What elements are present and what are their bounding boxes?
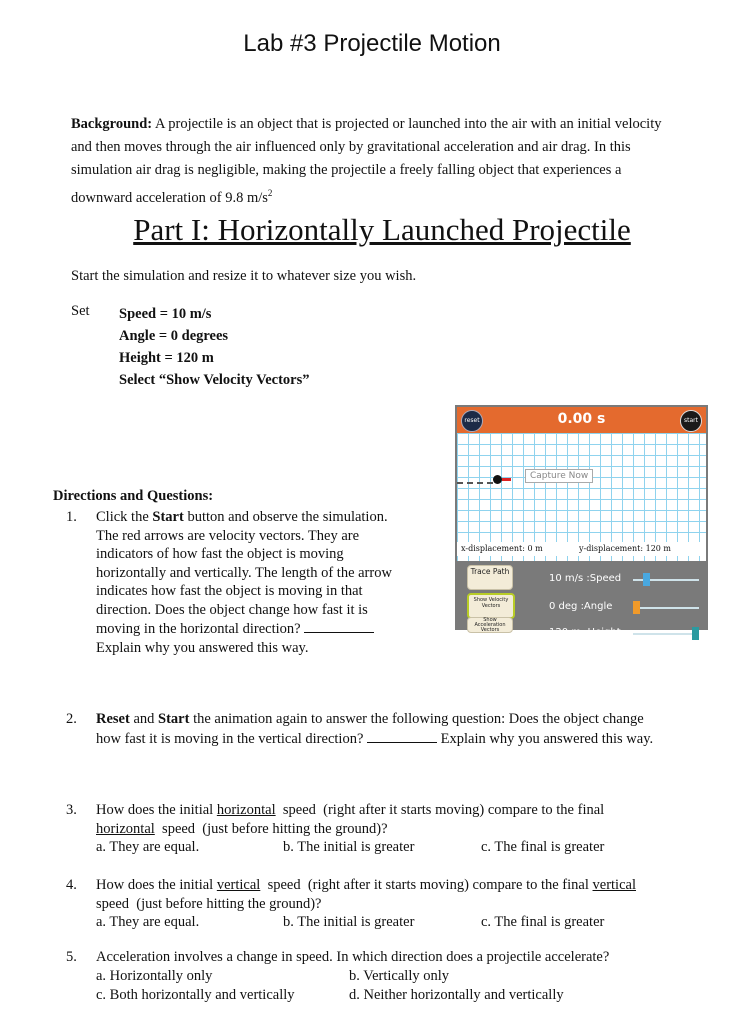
show-acceleration-button[interactable]: Show Acceleration Vectors xyxy=(467,617,513,633)
q1-line1-post: button and observe the simulation. xyxy=(183,509,388,525)
background-superscript: 2 xyxy=(267,188,273,198)
choice-c[interactable]: c. Both horizontally and vertically xyxy=(96,986,295,1003)
choice-c[interactable]: c. The final is greater xyxy=(481,914,605,930)
speed-readout: 10 m/s :Speed xyxy=(549,573,622,584)
question-number: 3. xyxy=(66,802,77,818)
question-number: 4. xyxy=(66,877,77,893)
show-velocity-button[interactable]: Show Velocity Vectors xyxy=(467,593,515,619)
page-title: Lab #3 Projectile Motion xyxy=(243,30,501,57)
q3-pre: How does the initial xyxy=(96,802,217,818)
set-item-height: Height = 120 m xyxy=(119,350,214,366)
q1-line2: The red arrows are velocity vectors. They are xyxy=(96,527,360,544)
q2-reset-bold: Reset xyxy=(96,711,130,727)
answer-blank[interactable] xyxy=(304,619,374,633)
start-button[interactable]: start xyxy=(680,410,702,432)
q3-underlined-2: horizontal xyxy=(96,820,155,837)
q2-line2-post: Explain why you answered this way. xyxy=(437,730,654,747)
choice-d[interactable]: d. Neither horizontally and vertically xyxy=(349,986,564,1003)
sim-controls xyxy=(457,561,706,638)
question-1 xyxy=(66,508,431,656)
part-title: Part I: Horizontally Launched Projectile xyxy=(133,212,631,247)
answer-blank[interactable] xyxy=(367,729,437,743)
q3-underlined-1: horizontal xyxy=(216,802,276,818)
q1-line8: Explain why you answered this way. xyxy=(96,639,309,656)
q5-text: Acceleration involves a change in speed. In which direction does a projectile accelerate? xyxy=(96,949,610,965)
q3-mid: speed (right after it starts moving) compare to the final xyxy=(275,802,605,818)
angle-slider[interactable] xyxy=(633,607,699,609)
q2-line2-pre: how fast it is moving in the vertical direction? xyxy=(96,730,368,747)
start-instruction: Start the simulation and resize it to whatever size you wish. xyxy=(71,268,417,284)
background-paragraph xyxy=(71,113,676,210)
q2-line1: the animation again to answer the following question: Does the object change xyxy=(189,711,644,727)
question-number: 2. xyxy=(66,711,77,727)
q1-start-bold: Start xyxy=(152,509,184,525)
speed-slider-knob[interactable] xyxy=(643,573,650,586)
q4-end: speed (just before hitting the ground)? xyxy=(96,895,322,912)
question-3 xyxy=(66,801,716,855)
reset-button[interactable]: reset xyxy=(461,410,483,432)
choice-a[interactable]: a. Horizontally only xyxy=(96,967,213,984)
q1-line7: moving in the horizontal direction? xyxy=(96,621,305,637)
q1-line4: horizontally and vertically. The length of the arrow xyxy=(96,564,392,581)
q1-line6: direction. Does the object change how fast it is xyxy=(96,601,368,618)
choice-a[interactable]: a. They are equal. xyxy=(96,839,200,855)
question-2 xyxy=(66,710,716,747)
sim-header xyxy=(457,407,706,433)
q4-underlined-2: vertical xyxy=(592,877,636,893)
x-displacement: x-displacement: 0 m xyxy=(461,544,543,553)
trace-path-button[interactable]: Trace Path xyxy=(467,565,513,590)
choice-b[interactable]: b. The initial is greater xyxy=(283,839,415,855)
launch-platform xyxy=(457,482,493,484)
angle-readout: 0 deg :Angle xyxy=(549,601,613,612)
q1-line1-pre: Click the xyxy=(96,509,153,525)
displacement-row xyxy=(457,542,706,556)
q2-start-bold: Start xyxy=(158,711,190,727)
question-number: 1. xyxy=(66,509,77,525)
q3-end: speed (just before hitting the ground)? xyxy=(154,820,388,837)
background-text: A projectile is an object that is projected or launched into the air with an initial velocity and then moves through the air influenced only by gravitational acceleration and air drag. In this simulation air drag is negligible, making the projectile a freely falling object that experiences a downward acceleration of 9.8 m/s xyxy=(71,116,662,206)
question-5 xyxy=(66,948,716,1003)
choice-b[interactable]: b. The initial is greater xyxy=(283,914,415,930)
y-displacement: y-displacement: 120 m xyxy=(579,544,671,553)
q2-and: and xyxy=(129,711,159,727)
q4-pre: How does the initial xyxy=(96,877,217,893)
set-item-speed: Speed = 10 m/s xyxy=(119,306,212,322)
choice-a[interactable]: a. They are equal. xyxy=(96,914,200,930)
height-readout: 120 m :Height xyxy=(549,627,621,638)
sim-time-readout: 0.00 s xyxy=(557,411,606,427)
velocity-arrow xyxy=(502,478,511,481)
height-slider[interactable] xyxy=(633,633,699,635)
set-list xyxy=(119,303,310,391)
projectile-ball xyxy=(493,475,502,484)
q4-mid: speed (right after it starts moving) compare to the final xyxy=(260,877,593,893)
question-number: 5. xyxy=(66,949,77,965)
choice-c[interactable]: c. The final is greater xyxy=(481,839,605,855)
simulation-panel xyxy=(455,405,708,638)
directions-heading: Directions and Questions: xyxy=(53,488,214,504)
set-item-angle: Angle = 0 degrees xyxy=(119,328,229,344)
height-slider-knob[interactable] xyxy=(692,627,699,640)
set-item-velocity-vectors: Select “Show Velocity Vectors” xyxy=(119,372,310,388)
question-4 xyxy=(66,876,716,930)
capture-now-button[interactable]: Capture Now xyxy=(525,469,593,483)
q4-underlined-1: vertical xyxy=(216,877,261,893)
q1-line3: indicators of how fast the object is moving xyxy=(96,546,344,562)
choice-b[interactable]: b. Vertically only xyxy=(349,967,450,984)
angle-slider-knob[interactable] xyxy=(633,601,640,614)
q1-line5: indicates how fast the object is moving in that xyxy=(96,583,363,599)
set-label: Set xyxy=(71,303,90,319)
background-label: Background: xyxy=(71,116,153,132)
